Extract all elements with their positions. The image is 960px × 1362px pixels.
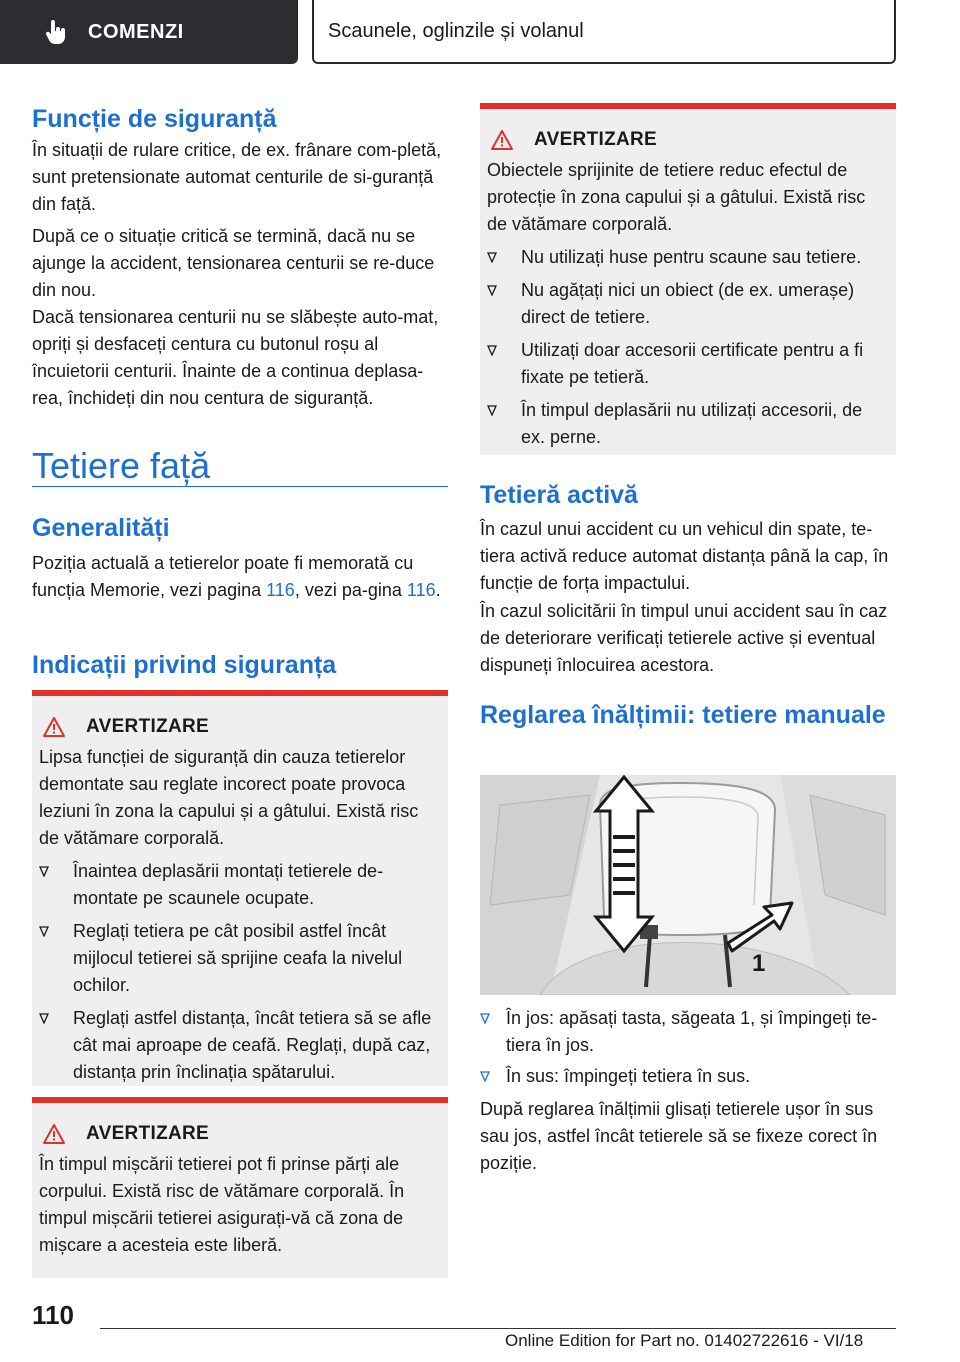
list-item-text: Reglați tetiera pe cât posibil astfel încât mijlocul tetierei să sprijine ceafa la nivelul ochilor. — [73, 921, 403, 995]
warning-box-objects — [480, 103, 896, 455]
list-item-text: Nu utilizați huse pentru scaune sau tetiere. — [521, 247, 862, 267]
list-item — [487, 397, 888, 451]
page-link-116[interactable]: 116 — [406, 580, 436, 600]
footer-rule — [100, 1328, 896, 1329]
height-adjust-list — [480, 1005, 896, 1094]
active-paragraph-2: În cazul solicitării în timpul unui accident sau în caz de deteriorare verificați tetierele active și eventual dispuneți înlocuirea acestora. — [480, 601, 888, 675]
warning-body: Lipsa funcției de siguranță din cauza tetierelor demontate sau reglate incorect poate provoca leziuni în zona la capului și a gâtului. Există risc de vătămare corporală. — [39, 747, 419, 848]
warning-header — [490, 129, 896, 151]
chapter-tab[interactable] — [0, 0, 298, 64]
list-item — [487, 277, 888, 331]
general-paragraph — [32, 550, 448, 604]
warning-body: Obiectele sprijinite de tetiere reduc efectul de protecție în zona capului și a gâtului. Există risc de vătămare corporală. — [487, 160, 866, 234]
warning-label: AVERTIZARE — [534, 129, 657, 150]
warning-triangle-icon — [42, 716, 66, 738]
height-adjust-paragraph: După reglarea înălțimii glisați tetierele ușor în sus sau jos, astfel încât tetierele să se fixeze corect în poziție. — [480, 1099, 878, 1173]
heading-height-adjust: Reglarea înălțimii: tetiere manuale — [480, 701, 886, 729]
list-item-text: Utilizați doar accesorii certificate pentru a fi fixate pe tetieră. — [521, 340, 864, 387]
safety-paragraph-1: În situații de rulare critice, de ex. frânare com-pletă, sunt pretensionate automat centurile de si-guranță din față. — [32, 140, 442, 214]
triangle-bullet-icon — [39, 1013, 49, 1024]
page-link-116[interactable]: 116 — [266, 580, 295, 600]
list-item — [487, 337, 888, 391]
warning-body: În timpul mișcării tetierei pot fi prinse părți ale corpului. Există risc de vătămare corporală. În timpul mișcării tetierei asigurați-vă că zona de mișcare a acesteia este liberă. — [39, 1154, 405, 1255]
warning-list — [39, 858, 440, 1086]
list-item-text: Reglați astfel distanța, încât tetiera să se afle cât mai aproape de ceafă. Reglați, după caz, distanța prin înclinația spătarului. — [73, 1008, 432, 1082]
list-item — [487, 244, 888, 271]
triangle-bullet-icon — [39, 866, 49, 877]
list-item — [39, 858, 440, 912]
list-item-text: În jos: apăsați tasta, săgeata 1, și împingeți te-tiera în jos. — [506, 1008, 878, 1055]
general-text: . — [435, 580, 441, 600]
chapter-tab-label: COMENZI — [88, 20, 184, 43]
list-item-text: În sus: împingeți tetiera în sus. — [506, 1066, 751, 1086]
list-item-text: Înaintea deplasării montați tetierele de-montate pe scaunele ocupate. — [73, 861, 384, 908]
triangle-bullet-icon — [39, 926, 49, 937]
triangle-bullet-icon — [487, 405, 497, 416]
warning-triangle-icon — [42, 1123, 66, 1145]
section-title-box — [312, 0, 896, 64]
heading-safety-info: Indicații privind siguranța — [32, 651, 337, 679]
headrest-drawing — [480, 775, 896, 995]
triangle-bullet-icon — [487, 285, 497, 296]
warning-header — [42, 1123, 448, 1145]
warning-box-missing-headrests — [32, 690, 448, 1086]
figure-callout-number: 1 — [752, 950, 766, 977]
safety-paragraph-3: Dacă tensionarea centurii nu se slăbește auto-mat, opriți și desfaceți centura cu butonul roșu al încuietorii centurii. Înainte de a continua deplasa-rea, închideți din nou centura de siguranță. — [32, 307, 439, 408]
warning-label: AVERTIZARE — [86, 716, 209, 737]
footer-edition: Online Edition for Part no. 01402722616 - VI/18 — [505, 1331, 864, 1350]
triangle-bullet-icon — [487, 345, 497, 356]
heading-front-headrests: Tetiere față — [32, 445, 211, 486]
warning-box-pinching — [32, 1097, 448, 1278]
heading-active-headrest: Tetieră activă — [480, 481, 638, 509]
warning-label: AVERTIZARE — [86, 1123, 209, 1144]
page-number: 110 — [32, 1300, 74, 1330]
list-item — [39, 1005, 440, 1086]
triangle-bullet-icon — [487, 252, 497, 263]
triangle-bullet-icon — [480, 1013, 490, 1024]
heading-general: Generalități — [32, 514, 170, 542]
heading-safety-function: Funcție de siguranță — [32, 105, 277, 133]
list-item — [39, 918, 440, 999]
triangle-bullet-icon — [480, 1071, 490, 1082]
hand-pointer-icon — [42, 18, 70, 46]
warning-header — [42, 716, 448, 738]
warning-list — [487, 244, 888, 451]
list-item — [480, 1063, 896, 1090]
general-text: , vezi pa-gina — [294, 580, 407, 600]
section-title: Scaunele, oglinzile și volanul — [328, 19, 584, 42]
page-header — [0, 0, 960, 66]
active-paragraph-1: În cazul unui accident cu un vehicul din spate, te-tiera activă reduce automat distanța până la cap, în funcție de forța impactului. — [480, 519, 889, 593]
heading-rule — [32, 486, 448, 487]
warning-triangle-icon — [490, 129, 514, 151]
list-item-text: În timpul deplasării nu utilizați accesorii, de ex. perne. — [521, 400, 863, 447]
list-item — [480, 1005, 896, 1059]
general-text: Poziția actuală a tetierelor poate fi memorată cu funcția Memorie, vezi pagina — [32, 553, 414, 600]
headrest-illustration — [480, 775, 896, 995]
list-item-text: Nu agățați nici un obiect (de ex. umerașe) direct de tetiere. — [521, 280, 855, 327]
safety-paragraph-2: După ce o situație critică se termină, dacă nu se ajunge la accident, tensionarea centurii se re-duce din nou. — [32, 226, 435, 300]
